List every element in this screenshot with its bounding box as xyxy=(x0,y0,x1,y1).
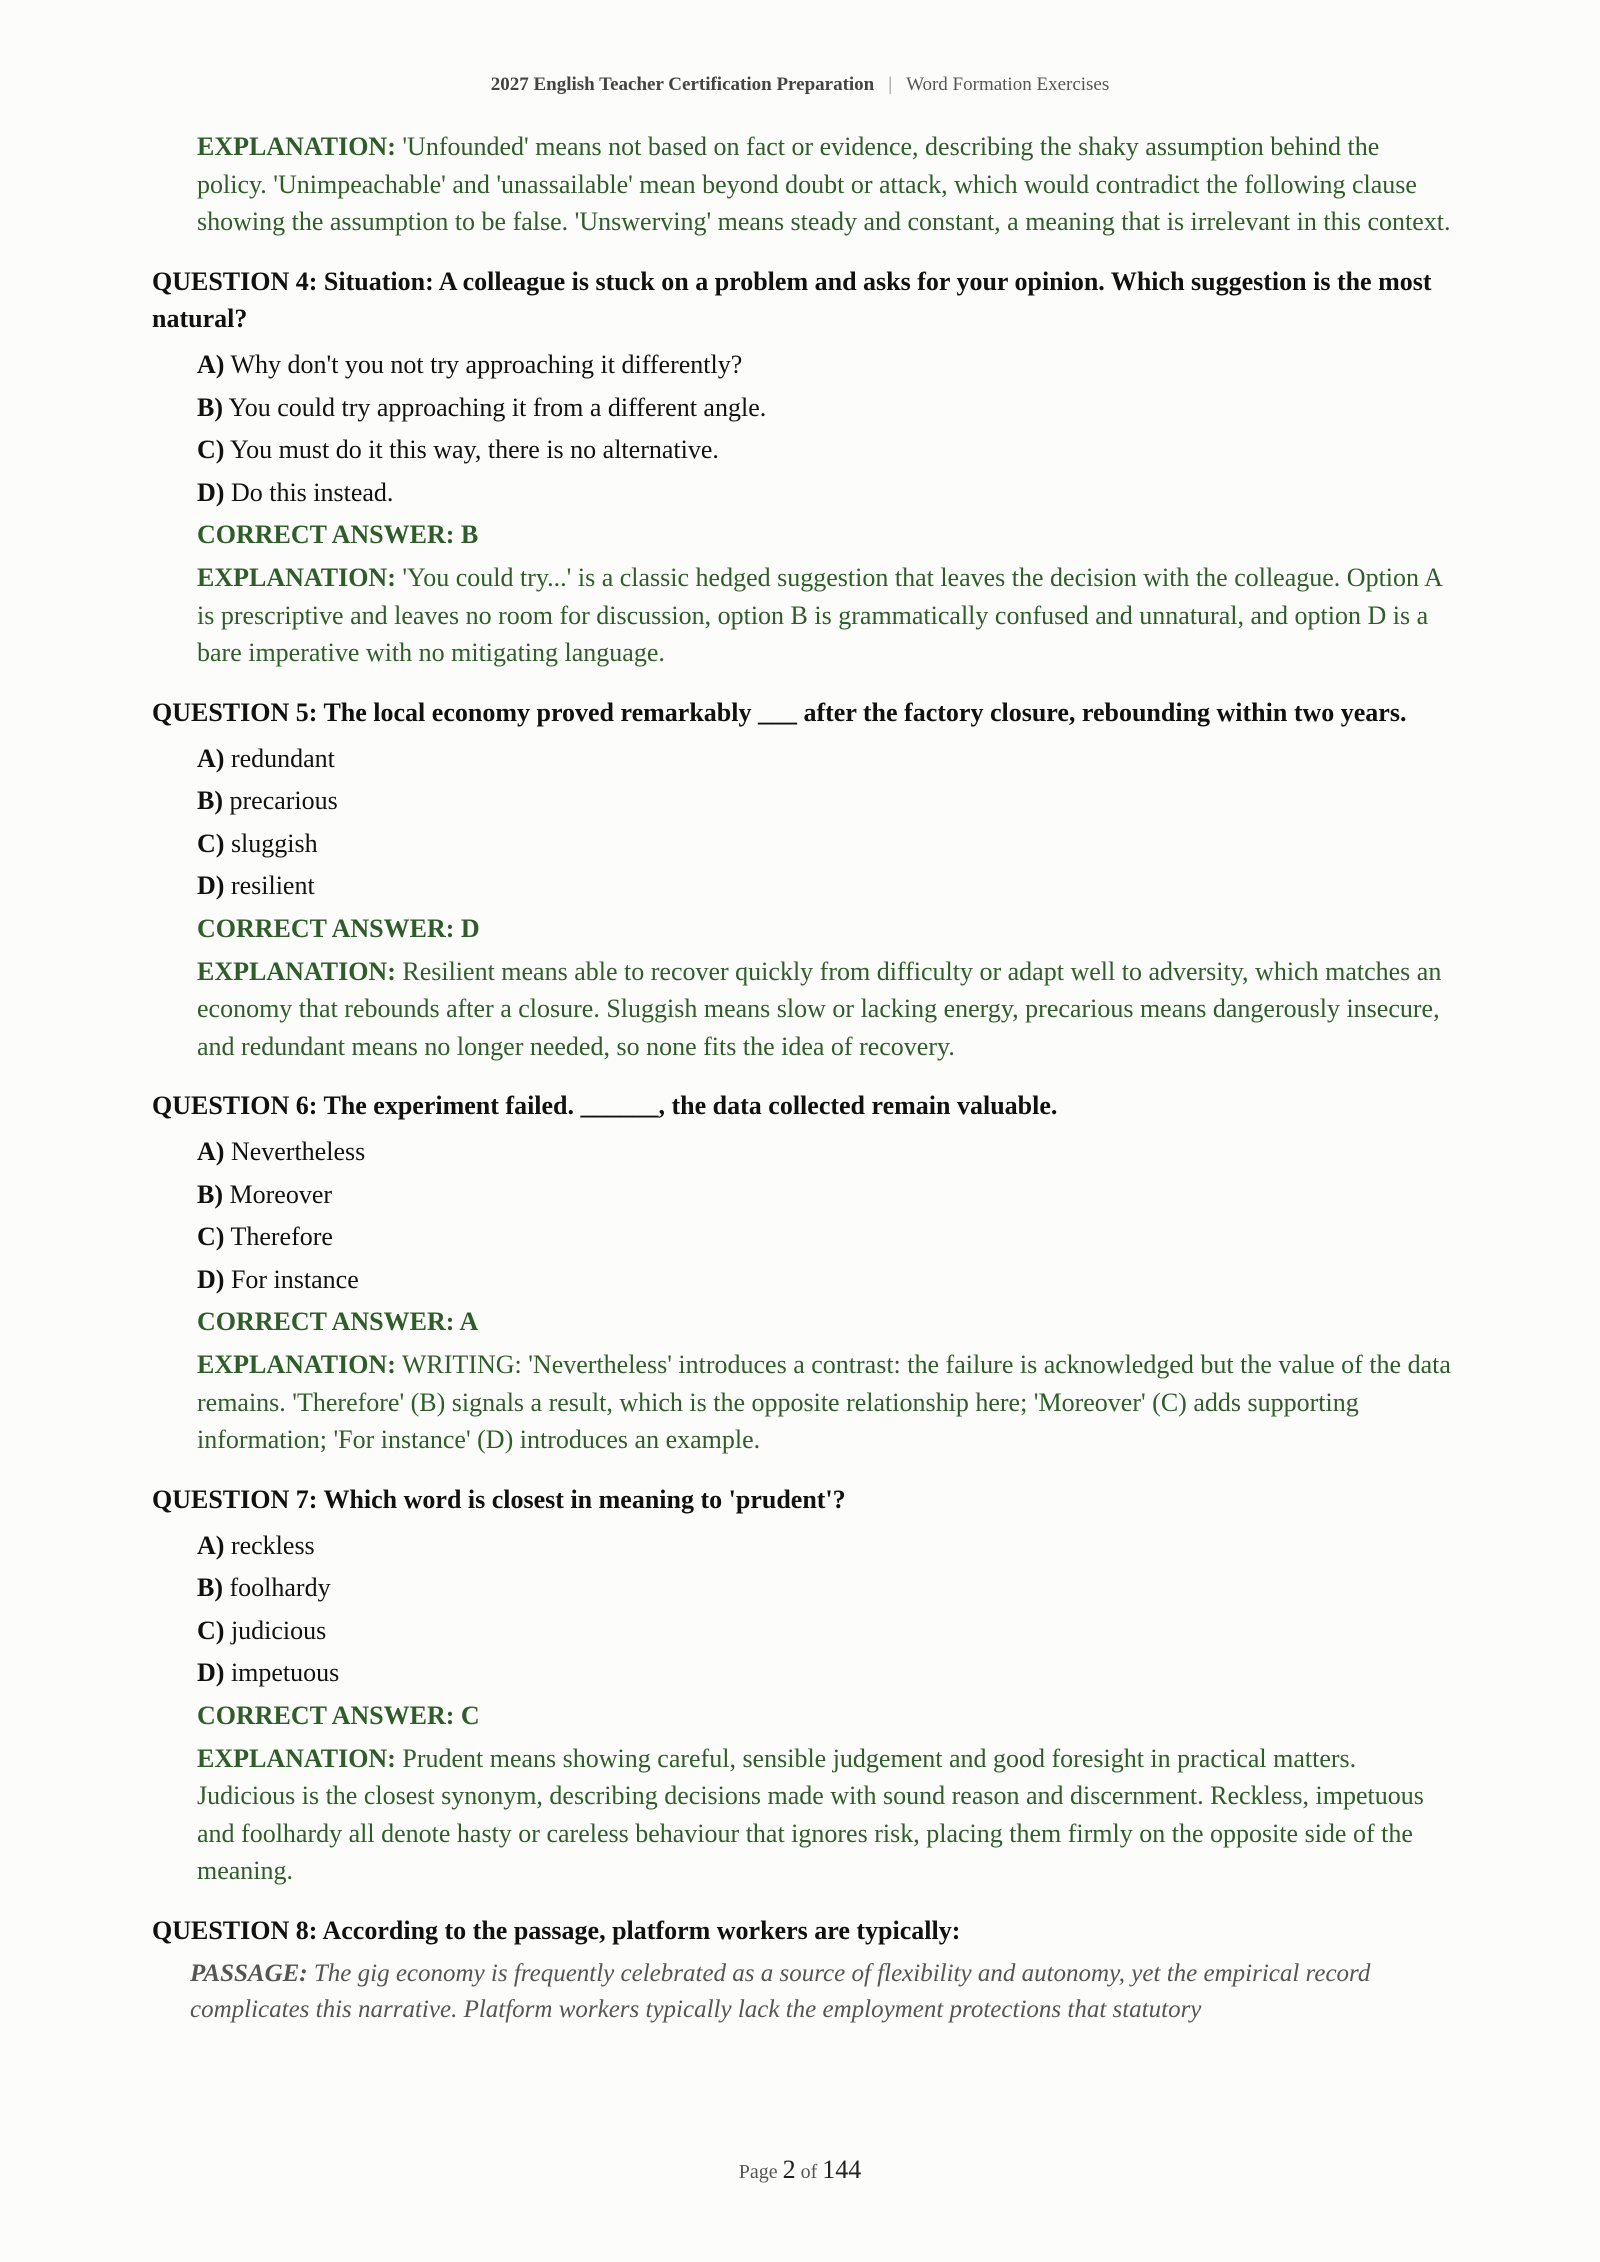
option-c xyxy=(197,1616,1452,1646)
explanation-label: EXPLANATION: xyxy=(197,563,396,592)
page-header xyxy=(0,74,1600,96)
option-text: judicious xyxy=(230,1615,327,1645)
option-d xyxy=(197,1265,1452,1295)
page-word: Page xyxy=(738,2161,778,2183)
explanation-label: EXPLANATION: xyxy=(197,956,396,986)
option-c xyxy=(197,829,1452,859)
option-text: foolhardy xyxy=(229,1573,331,1602)
option-letter: D) xyxy=(197,477,225,507)
option-letter: A) xyxy=(197,1137,225,1166)
option-text: resilient xyxy=(230,871,315,900)
explanation-text: 'Unfounded' means not based on fact or evidence, describing the shaky assumption behind the policy. 'Unimpeachable' and 'unassailable' mean beyond doubt or attack, which would contradict the following clause showing the assumption to be false. 'Unswerving' means steady and constant, a meaning that is irrelevant in this context. xyxy=(197,132,1451,236)
explanation-q3 xyxy=(197,128,1452,241)
option-text: precarious xyxy=(229,786,338,815)
document-title: 2027 English Teacher Certification Preparation xyxy=(490,74,875,95)
explanation xyxy=(197,953,1452,1066)
explanation-text: Resilient means able to recover quickly from difficulty or adapt well to adversity, which matches an economy that rebounds after a closure. Sluggish means slow or lacking energy, precarious means dangerously insecure, and redundant means no longer needed, so none fits the idea of recovery. xyxy=(197,956,1442,1061)
option-letter: A) xyxy=(197,743,225,773)
explanation-text: 'You could try...' is a classic hedged suggestion that leaves the decision with the colleague. Option A is prescriptive and leaves no room for discussion, option B is grammatically confused and unnatural, and option D is a bare imperative with no mitigating language. xyxy=(197,563,1442,667)
option-letter: D) xyxy=(197,1658,225,1687)
question-heading: QUESTION 7: Which word is closest in meaning to 'prudent'? xyxy=(152,1484,846,1514)
option-letter: D) xyxy=(197,871,225,900)
question-heading: QUESTION 5: The local economy proved remarkably ___ after the factory closure, rebounding within two years. xyxy=(152,697,1407,727)
option-letter: B) xyxy=(197,1179,223,1209)
option-text: Moreover xyxy=(229,1179,333,1209)
option-d xyxy=(197,871,1452,901)
option-c xyxy=(197,1222,1452,1252)
option-text: Do this instead. xyxy=(230,477,394,507)
option-d xyxy=(197,478,1452,508)
option-letter: C) xyxy=(197,1222,225,1251)
option-text: Nevertheless xyxy=(230,1137,366,1166)
total-pages: 144 xyxy=(822,2155,862,2184)
page-content xyxy=(152,128,1452,2028)
explanation xyxy=(197,1740,1452,1890)
explanation-label: EXPLANATION: xyxy=(197,132,396,161)
option-b xyxy=(197,1573,1452,1603)
explanation-label: EXPLANATION: xyxy=(197,1350,396,1379)
explanation-text: WRITING: 'Nevertheless' introduces a contrast: the failure is acknowledged but the value of the data remains. 'Therefore' (B) signals a result, which is the opposite relationship here; 'Moreover' (C) adds supporting information; 'For instance' (D) introduces an example. xyxy=(197,1350,1451,1454)
explanation xyxy=(197,1346,1452,1459)
option-text: redundant xyxy=(230,743,335,773)
option-letter: C) xyxy=(197,435,225,464)
option-b xyxy=(197,393,1452,423)
option-letter: B) xyxy=(197,392,223,422)
question-block-7 xyxy=(152,1481,1452,1890)
option-c xyxy=(197,435,1452,465)
option-letter: A) xyxy=(197,1530,225,1560)
option-text: For instance xyxy=(230,1264,359,1294)
question-block-8 xyxy=(152,1912,1452,2029)
passage-label: PASSAGE: xyxy=(190,1960,308,1987)
option-letter: C) xyxy=(197,828,225,858)
correct-answer: CORRECT ANSWER: B xyxy=(197,520,479,549)
option-text: You could try approaching it from a different angle. xyxy=(228,392,767,422)
option-text: impetuous xyxy=(230,1658,340,1687)
option-a xyxy=(197,1531,1452,1561)
option-a xyxy=(197,744,1452,774)
passage-text: The gig economy is frequently celebrated as a source of flexibility and autonomy, yet the empirical record complicates this narrative. Platform workers typically lack the employment protections that statutory xyxy=(190,1960,1371,2023)
page-footer xyxy=(0,2155,1600,2185)
document-subtitle: Word Formation Exercises xyxy=(906,74,1110,95)
explanation-text: Prudent means showing careful, sensible judgement and good foresight in practical matters. Judicious is the closest synonym, describing decisions made with sound reason and discernment. Reckless, impetuous and foolhardy all denote hasty or careless behaviour that ignores risk, placing them firmly on the opposite side of the meaning. xyxy=(197,1743,1424,1885)
option-b xyxy=(197,1180,1452,1210)
question-block-6 xyxy=(152,1087,1452,1459)
correct-answer: CORRECT ANSWER: C xyxy=(197,1700,480,1730)
page-number: 2 xyxy=(782,2155,796,2184)
option-letter: A) xyxy=(197,350,225,379)
option-d xyxy=(197,1658,1452,1688)
explanation xyxy=(197,559,1452,672)
question-block-4 xyxy=(152,263,1452,672)
question-block-5 xyxy=(152,694,1452,1066)
reading-passage xyxy=(190,1956,1452,2028)
option-letter: B) xyxy=(197,1573,223,1602)
correct-answer: CORRECT ANSWER: A xyxy=(197,1307,479,1336)
option-a xyxy=(197,350,1452,380)
option-text: sluggish xyxy=(230,828,318,858)
of-word: of xyxy=(800,2161,818,2183)
option-letter: C) xyxy=(197,1615,225,1645)
option-text: reckless xyxy=(230,1530,315,1560)
option-a xyxy=(197,1137,1452,1167)
question-heading: QUESTION 8: According to the passage, platform workers are typically: xyxy=(152,1915,961,1945)
question-heading: QUESTION 6: The experiment failed. ______, the data collected remain valuable. xyxy=(152,1091,1058,1120)
option-b xyxy=(197,786,1452,816)
option-text: Therefore xyxy=(230,1222,333,1251)
explanation-label: EXPLANATION: xyxy=(197,1743,396,1773)
question-heading: QUESTION 4: Situation: A colleague is stuck on a problem and asks for your opinion. Which suggestion is the most natural? xyxy=(152,266,1432,333)
option-text: Why don't you not try approaching it differently? xyxy=(230,350,743,379)
option-letter: B) xyxy=(197,786,223,815)
correct-answer: CORRECT ANSWER: D xyxy=(197,913,480,943)
option-letter: D) xyxy=(197,1264,225,1294)
option-text: You must do it this way, there is no alternative. xyxy=(229,435,719,464)
header-separator: | xyxy=(888,74,893,95)
